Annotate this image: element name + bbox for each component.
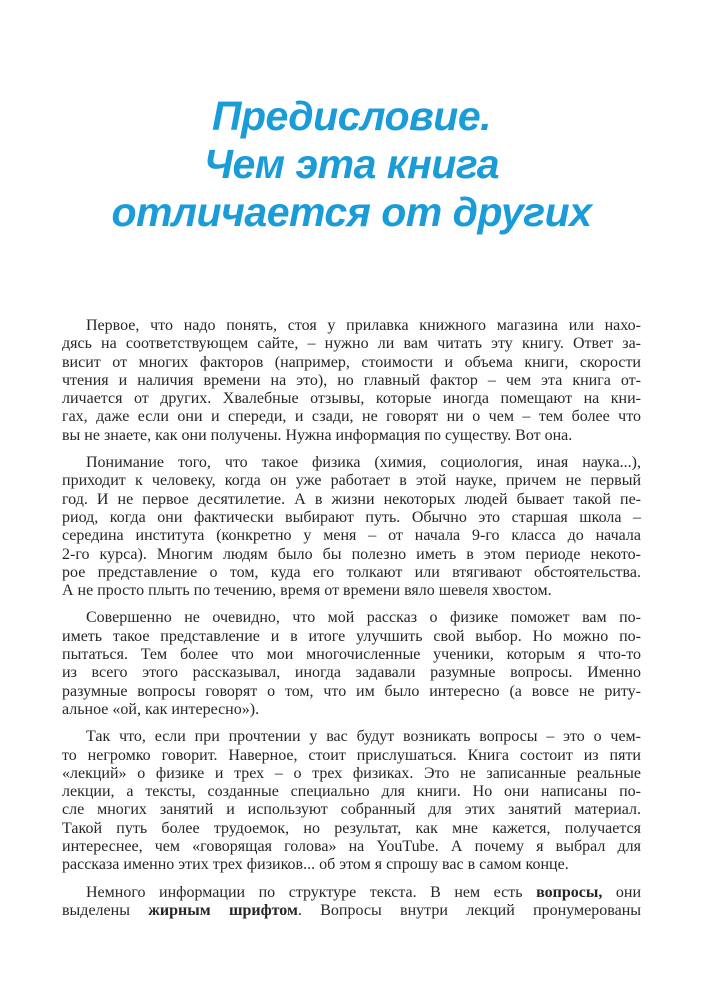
text-line: гах, даже если они и спереди, и сзади, не говорят ни о чем – тем более что — [62, 408, 641, 426]
text-line: иметь такое представление и в итоге улучшить свой выбор. Но можно по- — [62, 627, 641, 645]
text-line: рое представление о том, куда его толкают или втягивают обстоятельства. — [62, 563, 641, 581]
paragraph — [62, 609, 641, 719]
text-line: Так что, если при прочтении у вас будут возникать вопросы – это о чем- — [86, 728, 641, 746]
text-line: «лекций» о физике и трех – о трех физиках. Это не записанные реальные — [62, 764, 641, 782]
text-line: 2-го курса). Многим людям было бы полезно иметь в этом периоде некото- — [62, 545, 641, 563]
paragraph — [62, 454, 641, 600]
text-line: из всего этого рассказывал, иногда задавали разумные вопросы. Именно — [62, 664, 641, 682]
chapter-title-line-2: Чем эта книга — [203, 141, 500, 187]
chapter-title-line-1: Предисловие. — [211, 93, 492, 139]
text-line: разумные вопросы говорят о том, что им было интересно (а вовсе не риту- — [62, 682, 641, 700]
text-line: интереснее, чем «говорящая голова» на YouTube. А почему я выбрал для — [62, 838, 641, 856]
text-line: лекции, а тексты, созданные специально для книги. Но они написаны по- — [62, 783, 641, 801]
text-line: год. И не первое десятилетие. А в жизни некоторых людей бывает такой пе- — [62, 490, 641, 508]
text-line: выделены жирным шрифтом. Вопросы внутри лекций пронумерованы — [62, 901, 642, 919]
text-line: то негромко говорит. Наверное, стоит прислушаться. Книга состоит из пяти — [62, 746, 641, 764]
chapter-title — [0, 92, 703, 236]
text-line: альное «ой, как интересно»). — [62, 700, 260, 718]
text-line: чтения и наличия времени на это), но главный фактор – чем эта книга от- — [62, 371, 641, 389]
text-line: вы не знаете, как они получены. Нужна информация по существу. Вот она. — [62, 426, 573, 444]
text-line: середина института (конкретно у меня – от начала 9-го класса до начала — [62, 527, 641, 545]
text-line: висит от многих факторов (например, стоимости и объема книги, скорости — [62, 353, 641, 371]
text-line: Немного информации по структуре текста. В нем есть вопросы, они — [86, 883, 642, 901]
paragraph — [62, 884, 641, 921]
paragraph — [62, 317, 641, 445]
text-line: дясь на соответствующем сайте, – нужно ли вам читать эту книгу. Ответ за- — [62, 335, 641, 353]
text-line: риод, когда они фактически выбирают путь. Обычно это старшая школа – — [62, 508, 641, 526]
body-text — [62, 317, 641, 920]
paragraph — [62, 728, 641, 874]
chapter-title-line-3: отличается от других — [111, 189, 592, 235]
text-line: Первое, что надо понять, стоя у прилавка книжного магазина или нахо- — [86, 317, 641, 334]
text-line: приходит к человеку, когда он уже работает в этой науке, причем не первый — [62, 472, 641, 490]
text-line: А не просто плыть по течению, время от времени вяло шевеля хвостом. — [62, 582, 552, 600]
text-line: Совершенно не очевидно, что мой рассказ о физике поможет вам по- — [86, 609, 641, 627]
text-line: рассказа именно этих трех физиков... об этом я спрошу вас в самом конце. — [62, 856, 569, 874]
text-line: пытаться. Тем более что мои многочисленные ученики, которым я что-то — [62, 646, 641, 664]
text-line: сле многих занятий и используют собранный для этих занятий материал. — [62, 801, 641, 819]
text-line: Понимание того, что такое физика (химия, социология, иная наука...), — [86, 454, 641, 472]
text-line: личается от других. Хвалебные отзывы, которые иногда помещают на кни- — [62, 390, 641, 408]
text-line: Такой путь более трудоемок, но результат, как мне кажется, получается — [62, 819, 641, 837]
